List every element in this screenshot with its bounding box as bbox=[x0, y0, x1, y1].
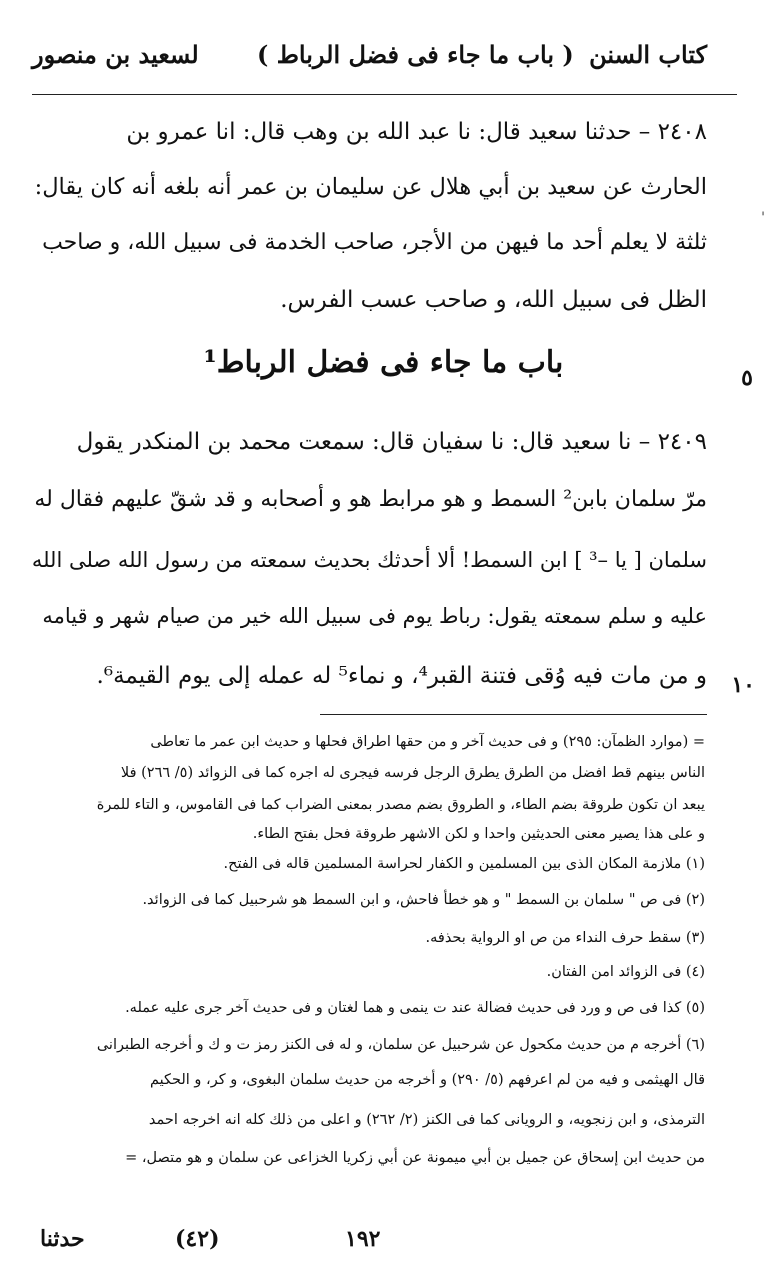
header-rule bbox=[32, 94, 737, 95]
footnote-line: الناس بينهم قط افضل من الطرق يطرق الرجل فرسه فيجرى له اجره كما فى الزوائد (٥/ ٢٦٦) فلا bbox=[120, 765, 705, 781]
footnote-line: (٥) كذا فى ص و ورد فى حديث فضالة عند ت ينمى و هما لغتان و فى حديث آخر جرى عليه عمله. bbox=[125, 1000, 705, 1016]
footnote-line: الترمذى، و ابن زنجويه، و الرويانى كما فى الكنز (٢/ ٢٦٢) و اعلى من ذلك كله انه اخرجه احمد bbox=[148, 1112, 705, 1128]
hadith-2408-line: ثلثة لا يعلم أحد ما فيهن من الأجر، صاحب الخدمة فى سبيل الله، و صاحب bbox=[42, 230, 707, 255]
footnote-line: (٤) فى الزوائد امن الفتان. bbox=[546, 964, 705, 980]
hadith-2409-line: عليه و سلم سمعته يقول: رباط يوم فى سبيل الله خير من صيام شهر و قيامه bbox=[42, 604, 707, 628]
hadith-2408-line: الحارث عن سعيد بن أبي هلال عن سليمان بن عمر أنه بلغه أنه كان يقال: bbox=[34, 174, 707, 200]
footnote-line: من حديث ابن إسحاق عن جميل بن أبي ميمونة عن أبي زكريا الخزاعى عن سلمان و هو متصل، = bbox=[125, 1150, 705, 1166]
hadith-2408-line: ٢٤٠٨ – حدثنا سعيد قال: نا عبد الله بن وهب قال: انا عمرو بن bbox=[126, 119, 707, 145]
hadith-2409-line: و من مات فيه وُقى فتنة القبر⁴، و نماء⁵ له عمله إلى يوم القيمة⁶. bbox=[96, 663, 707, 689]
footnote-line: (١) ملازمة المكان الذى بين المسلمين و الكفار لحراسة المسلمين قاله فى الفتح. bbox=[223, 856, 705, 872]
hadith-2409-line: سلمان [ يا –³ ] ابن السمط! ألا أحدثك بحديث سمعته من رسول الله صلى الله bbox=[31, 548, 707, 572]
footnote-line: (٦) أخرجه م من حديث مكحول عن شرحبيل عن سلمان، و له فى الكنز رمز ت و ك و أخرجه الطبرانى bbox=[96, 1037, 705, 1053]
footnote-line: = (موارد الظمآن: ٢٩٥) و فى حديث آخر و من حقها اطراق فحلها و حديث ابن عمر ما تعاطى bbox=[150, 734, 705, 750]
hadith-2409-line: مرّ سلمان بابن² السمط و هو مرابط هو و أصحابه و قد شقّ عليهم فقال له bbox=[34, 487, 707, 512]
margin-line-number: ٥ bbox=[741, 365, 753, 391]
catchword: حدثنا bbox=[40, 1226, 85, 1252]
page-number: ١٩٢ bbox=[345, 1226, 381, 1252]
scan-edge-mark: ' bbox=[761, 210, 765, 226]
footnote-line: يبعد ان تكون طروقة بضم الطاء، و الطروق بضم مصدر بمعنى الضراب كما فى القاموس، و التاء للمرة bbox=[96, 797, 705, 813]
footnote-line: و على هذا يصير معنى الحديثين واحدا و لكن الاشهر طروقة فحل بفتح الطاء. bbox=[252, 826, 705, 842]
footnote-line: قال الهيثمى و فيه من لم اعرفهم (٥/ ٢٩٠) و أخرجه من حديث سلمان البغوى، و كر، و الحكيم bbox=[149, 1072, 705, 1088]
hadith-2408-line: الظل فى سبيل الله، و صاحب عسب الفرس. bbox=[280, 287, 707, 313]
header-book-title: كتاب السنن bbox=[589, 40, 707, 69]
header-author: لسعيد بن منصور bbox=[32, 40, 199, 69]
footnote-line: (٢) فى ص " سلمان بن السمط " و هو خطأ فاحش، و ابن السمط هو شرحبيل كما فى الزوائد. bbox=[142, 892, 705, 908]
footnote-rule bbox=[320, 714, 707, 715]
running-header bbox=[32, 40, 707, 84]
footnote-line: (٣) سقط حرف النداء من ص او الرواية بحذفه. bbox=[425, 930, 705, 946]
volume-page-number: (٤٢) bbox=[175, 1226, 220, 1252]
section-title: باب ما جاء فى فضل الرباط¹ bbox=[203, 345, 564, 380]
header-chapter-title: ( باب ما جاء فى فضل الرباط ) bbox=[257, 40, 574, 69]
hadith-2409-line: ٢٤٠٩ – نا سعيد قال: نا سفيان قال: سمعت محمد بن المنكدر يقول bbox=[76, 429, 707, 455]
margin-line-number: ١٠ bbox=[731, 672, 755, 698]
